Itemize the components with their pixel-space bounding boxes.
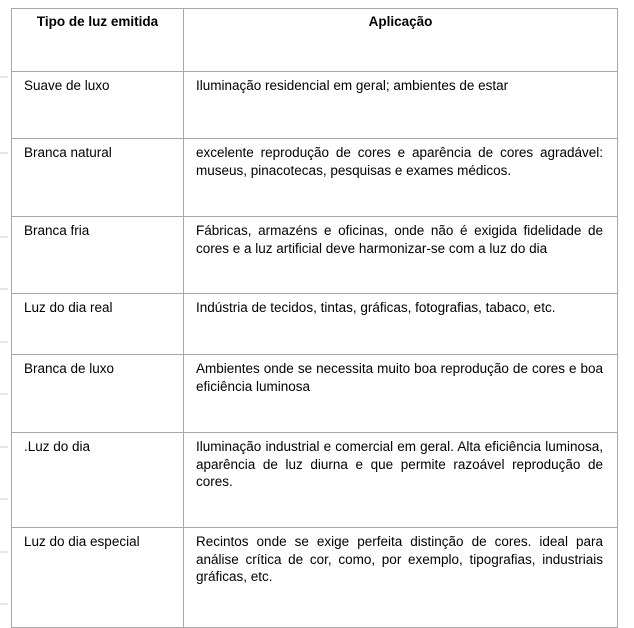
light-type-table <box>11 8 618 628</box>
cell-aplicacao: Ambientes onde se necessita muito boa reprodução de cores e boa eficiência luminosa <box>184 355 618 433</box>
cell-aplicacao: Recintos onde se exige perfeita distinção de cores. ideal para análise crítica de cor, como, por exemplo, tipografias, industriais gráficas, etc. <box>184 528 618 628</box>
page-margin-mark <box>0 152 8 154</box>
page-margin-mark <box>0 341 8 343</box>
cell-tipo: Branca de luxo <box>12 355 184 433</box>
table-header-row <box>12 9 618 72</box>
cell-aplicacao: Fábricas, armazéns e oficinas, onde não é exigida fidelidade de cores e a luz artificial deve harmonizar-se com a luz do dia <box>184 217 618 294</box>
page-margin-mark <box>0 393 8 395</box>
cell-aplicacao: Iluminação industrial e comercial em geral. Alta eficiência luminosa, aparência de luz diurna e que permite razoável reprodução de cores. <box>184 433 618 528</box>
table-row <box>12 294 618 355</box>
table-row <box>12 72 618 139</box>
cell-aplicacao: Iluminação residencial em geral; ambientes de estar <box>184 72 618 139</box>
page-margin-mark <box>0 288 8 290</box>
table-row <box>12 528 618 628</box>
page-margin-mark <box>0 498 8 500</box>
table-row <box>12 139 618 217</box>
cell-aplicacao: excelente reprodução de cores e aparência de cores agradável: museus, pinacotecas, pesquisas e exames médicos. <box>184 139 618 217</box>
cell-tipo: Branca natural <box>12 139 184 217</box>
page-margin-mark <box>0 551 8 553</box>
page-margin-mark <box>0 76 8 78</box>
page-margin-mark <box>0 603 8 605</box>
cell-aplicacao: Indústria de tecidos, tintas, gráficas, fotografias, tabaco, etc. <box>184 294 618 355</box>
table-row <box>12 217 618 294</box>
table-row <box>12 433 618 528</box>
cell-tipo: Luz do dia real <box>12 294 184 355</box>
cell-tipo: Branca fria <box>12 217 184 294</box>
header-aplicacao: Aplicação <box>184 9 618 72</box>
header-tipo: Tipo de luz emitida <box>12 9 184 72</box>
cell-tipo: Suave de luxo <box>12 72 184 139</box>
table-row <box>12 355 618 433</box>
cell-tipo: .Luz do dia <box>12 433 184 528</box>
page-margin-mark <box>0 236 8 238</box>
page-margin-mark <box>0 446 8 448</box>
cell-tipo: Luz do dia especial <box>12 528 184 628</box>
